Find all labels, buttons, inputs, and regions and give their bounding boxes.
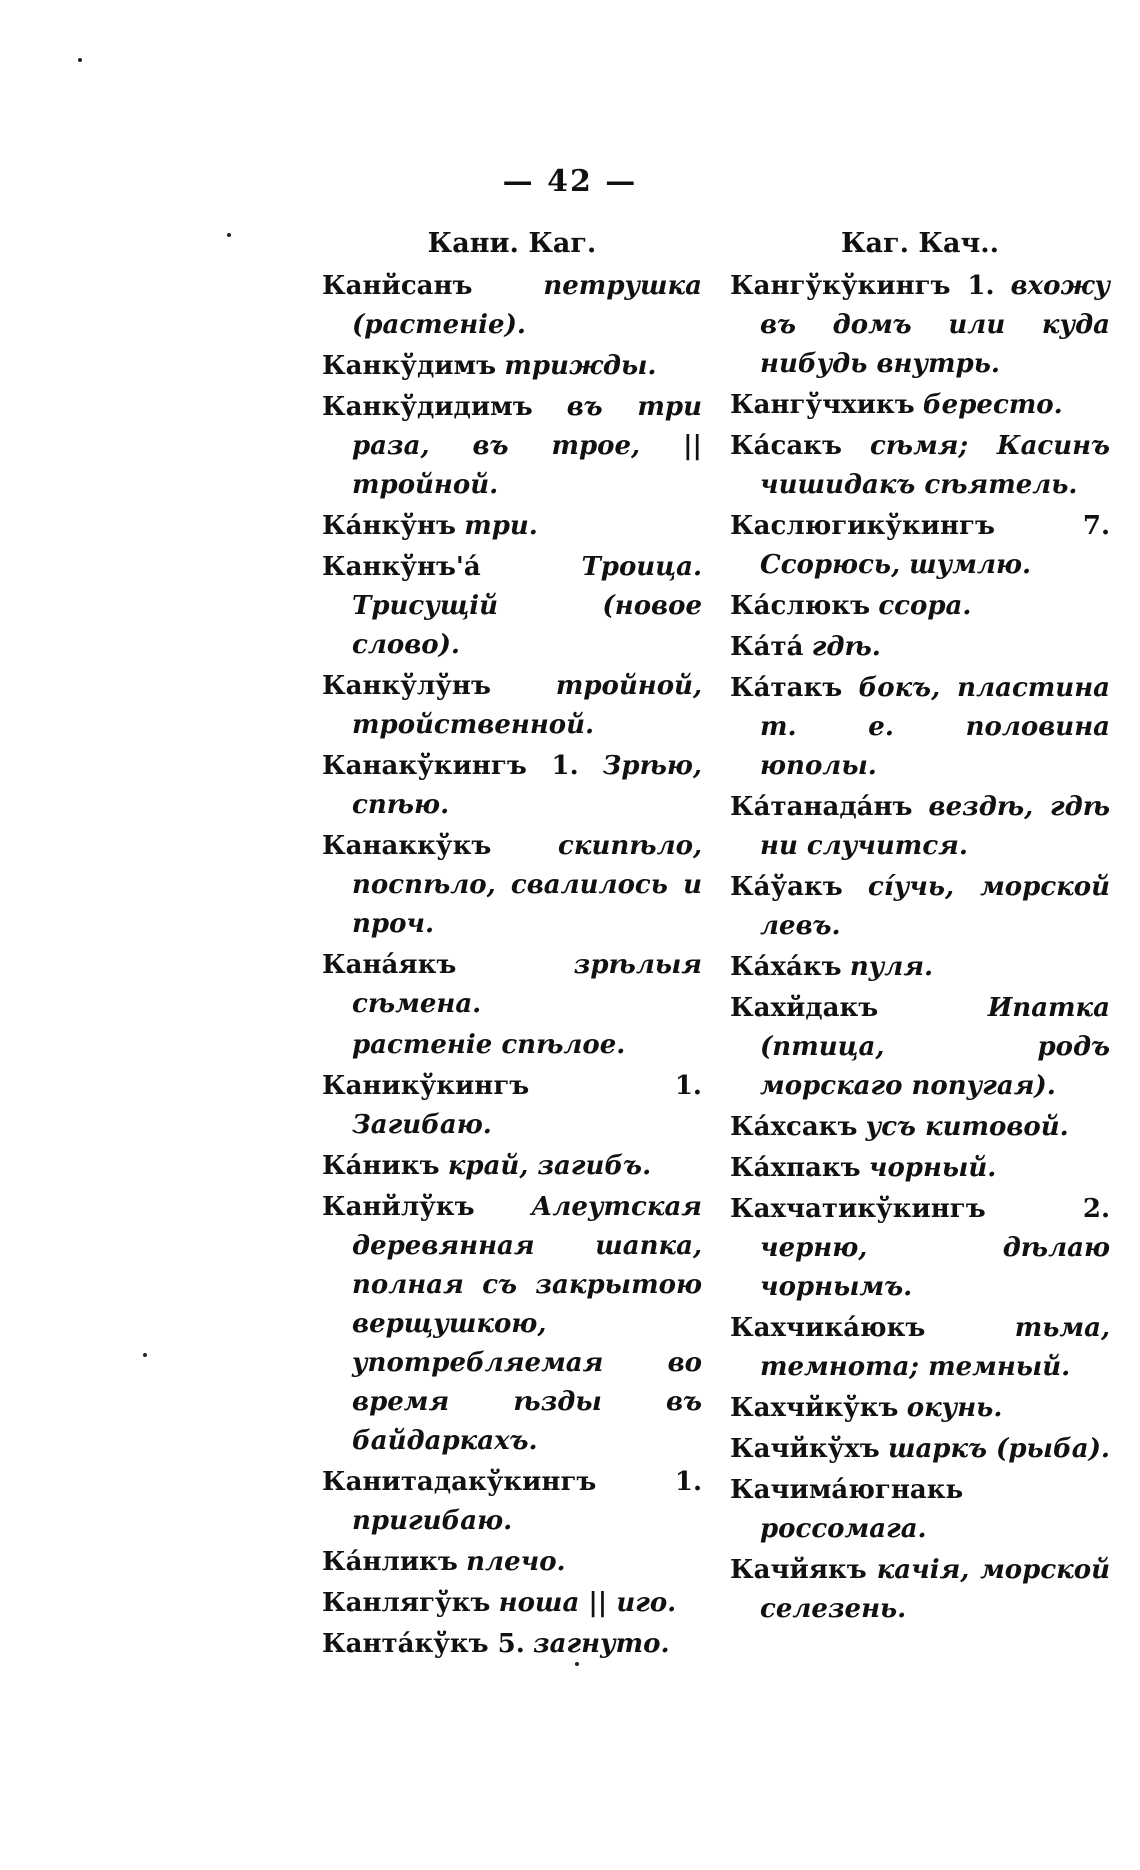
entry-headword: Канакўкингъ 1.: [322, 751, 579, 781]
entry-definition: загнуто.: [533, 1629, 670, 1659]
entry-definition: шаркъ (рыба).: [887, 1434, 1110, 1464]
entry-headword: Кáслюкъ: [730, 591, 871, 621]
print-speck: [78, 58, 82, 62]
entry-definition: зрѣлыя сѣмена.: [352, 950, 702, 1019]
entry-headword: Каникўкингъ 1.: [322, 1071, 702, 1101]
dictionary-entry: [322, 1188, 702, 1461]
entry-headword: Кангўкўкингъ 1.: [730, 271, 995, 301]
entry-definition: три.: [464, 511, 538, 541]
dictionary-entry: [322, 1543, 702, 1582]
dictionary-entry: [730, 1149, 1110, 1188]
entry-headword: Канкўнъ'á: [322, 552, 481, 582]
dictionary-entry: [730, 1430, 1110, 1469]
dictionary-entry: [730, 1309, 1110, 1387]
entry-headword: Канитадакўкингъ 1.: [322, 1467, 702, 1497]
entry-definition: плечо.: [466, 1547, 566, 1577]
dictionary-entry: [730, 669, 1110, 786]
dictionary-entry: [730, 1551, 1110, 1629]
dictionary-entry: [730, 267, 1110, 384]
dictionary-entry: [322, 827, 702, 944]
entry-definition: Зрѣю, спѣю.: [352, 751, 702, 820]
entry-headword: Каслюгикўкингъ 7.: [730, 511, 1110, 541]
entry-definition: россомага.: [760, 1514, 927, 1544]
right-column-header: Каг. Кач..: [840, 228, 1000, 259]
dictionary-entry: [730, 1389, 1110, 1428]
entry-definition: въ три раза, въ трое, || тройной.: [352, 392, 703, 500]
entry-definition: пуля.: [849, 952, 934, 982]
entry-definition: усъ китовой.: [865, 1112, 1069, 1142]
entry-headword: Кахчикáюкъ: [730, 1313, 926, 1343]
entry-headword: Канлягўкъ: [322, 1588, 491, 1618]
dictionary-entry: [322, 347, 702, 386]
entry-definition: скипѣло, поспѣло, свалилось и проч.: [352, 831, 702, 939]
entry-headword: Кахчйкўкъ: [730, 1393, 899, 1423]
page-number: — 42 —: [502, 164, 638, 199]
entry-headword: Канаккўкъ: [322, 831, 492, 861]
entry-headword: Канкўлўнъ: [322, 671, 491, 701]
entry-headword: Кáхпакъ: [730, 1153, 861, 1183]
dictionary-entry: [322, 548, 702, 665]
entry-definition: береcто.: [922, 390, 1063, 420]
entry-definition: бокъ, пластина т. е. половина юполы.: [760, 673, 1110, 781]
dictionary-entry: [730, 507, 1110, 585]
entry-headword: Качйякъ: [730, 1555, 867, 1585]
entry-headword: Кáтá: [730, 632, 804, 662]
dictionary-entry: [730, 587, 1110, 626]
dictionary-entry: [322, 1463, 702, 1541]
dictionary-entry: [730, 386, 1110, 425]
entry-headword: Кантáкўкъ 5.: [322, 1629, 525, 1659]
entry-definition: гдѣ.: [811, 632, 881, 662]
dictionary-entry: [730, 948, 1110, 987]
dictionary-entry: [322, 1584, 702, 1623]
entry-definition: сíучь, морской левъ.: [760, 872, 1110, 941]
entry-definition: Ссорюсь, шумлю.: [760, 550, 1032, 580]
entry-definition: ссора.: [878, 591, 972, 621]
dictionary-entry: [730, 1108, 1110, 1147]
left-column-header: Кани. Каг.: [427, 228, 597, 259]
entry-definition: вхожу въ домъ или куда нибудь внутрь.: [760, 271, 1110, 379]
entry-headword: Кангўчхикъ: [730, 390, 915, 420]
entry-definition: трижды.: [504, 351, 657, 381]
entry-headword: Качйкўхъ: [730, 1434, 880, 1464]
dictionary-entry: [730, 788, 1110, 866]
entry-definition: Ипатка (птица, родъ морскаго попугая).: [760, 993, 1110, 1101]
dictionary-entry: [730, 1471, 1110, 1549]
entry-definition: пригибаю.: [352, 1506, 513, 1536]
entry-definition: тройной, тройственной.: [352, 671, 702, 740]
entry-headword: Канáякъ: [322, 950, 457, 980]
entry-definition: растеніе спѣлое.: [352, 1030, 626, 1060]
right-column: [730, 228, 1110, 1631]
entry-headword: Кáўакъ: [730, 872, 843, 902]
entry-headword: Кáнкўнъ: [322, 511, 456, 541]
entry-definition: сѣмя; Касинъ чишидакъ сѣятель.: [760, 431, 1111, 500]
entry-definition: Алеутская деревянная шапка, полная съ закрытою верщушкою, употребляемая во время ѣзды въ байдаркахъ.: [352, 1192, 702, 1456]
entry-definition: черню, дѣлаю чорнымъ.: [760, 1233, 1110, 1302]
dictionary-entry: [730, 427, 1110, 505]
right-entries: [730, 267, 1110, 1629]
entry-headword: Кáхсакъ: [730, 1112, 858, 1142]
entry-definition: вездѣ, гдѣ ни случится.: [760, 792, 1110, 861]
entry-definition: Загибаю.: [352, 1110, 492, 1140]
entry-definition: Троица. Трисущій (новое слово).: [352, 552, 702, 660]
print-speck: [575, 1662, 579, 1666]
entry-headword: Канйсанъ: [322, 271, 473, 301]
entry-headword: Кахчатикўкингъ 2.: [730, 1194, 1110, 1224]
print-speck: [227, 233, 231, 237]
entry-definition: ноша || иго.: [498, 1588, 677, 1618]
entry-definition: тьма, темнота; темный.: [760, 1313, 1110, 1382]
entry-headword: Кахйдакъ: [730, 993, 879, 1023]
dictionary-entry: [322, 1147, 702, 1186]
entry-headword: Кáсакъ: [730, 431, 842, 461]
entry-definition: чорный.: [868, 1153, 997, 1183]
entry-headword: Кáнликъ: [322, 1547, 458, 1577]
dictionary-entry: [322, 507, 702, 546]
entry-definition: петрушка (растеніе).: [352, 271, 702, 340]
dictionary-entry: [730, 628, 1110, 667]
left-column: [322, 228, 702, 1666]
left-entries: [322, 267, 702, 1664]
entry-headword: Канйлўкъ: [322, 1192, 475, 1222]
dictionary-entry: [730, 868, 1110, 946]
dictionary-entry: [322, 267, 702, 345]
dictionary-entry: [322, 667, 702, 745]
dictionary-entry: [322, 747, 702, 825]
entry-headword: Кáхáкъ: [730, 952, 842, 982]
dictionary-entry: [322, 388, 702, 505]
print-speck: [143, 1353, 147, 1357]
dictionary-entry: [322, 1026, 702, 1065]
entry-headword: Кáникъ: [322, 1151, 440, 1181]
dictionary-entry: [322, 1067, 702, 1145]
entry-headword: Качимáюгнакь: [730, 1475, 964, 1505]
entry-definition: окунь.: [906, 1393, 1003, 1423]
dictionary-entry: [322, 946, 702, 1024]
entry-headword: Кáтанадáнъ: [730, 792, 913, 822]
entry-headword: Канкўдимъ: [322, 351, 497, 381]
dictionary-entry: [322, 1625, 702, 1664]
dictionary-entry: [730, 989, 1110, 1106]
dictionary-entry: [730, 1190, 1110, 1307]
entry-headword: Кáтакъ: [730, 673, 843, 703]
entry-definition: качія, морской селезень.: [760, 1555, 1110, 1624]
entry-headword: Канкўдидимъ: [322, 392, 533, 422]
entry-definition: край, загибъ.: [447, 1151, 652, 1181]
